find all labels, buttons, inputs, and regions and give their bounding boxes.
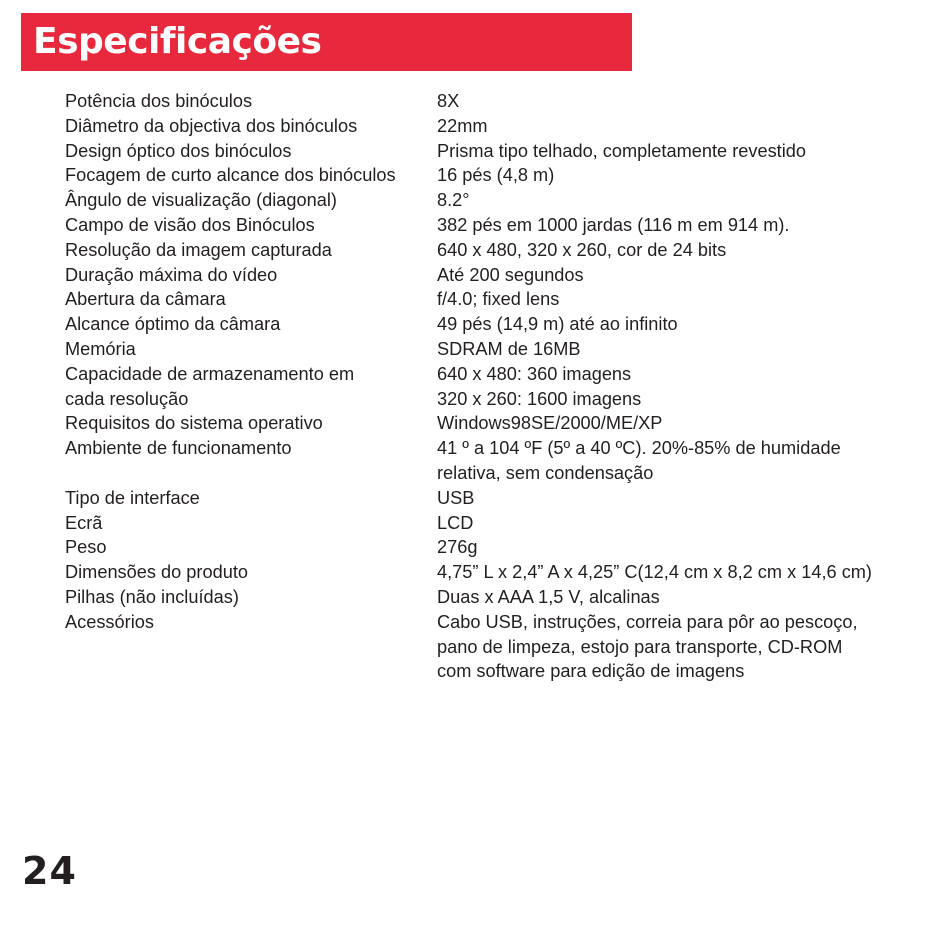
- spec-row: [65, 362, 935, 412]
- spec-row: [65, 411, 935, 436]
- spec-label: Requisitos do sistema operativo: [65, 413, 323, 434]
- spec-label: Dimensões do produto: [65, 562, 248, 583]
- spec-row: [65, 337, 935, 362]
- spec-label: Alcance óptimo da câmara: [65, 314, 281, 335]
- spec-row: [65, 188, 935, 213]
- spec-value: f/4.0; fixed lens: [437, 289, 560, 310]
- spec-value: Até 200 segundos: [437, 264, 584, 285]
- spec-label: Ambiente de funcionamento: [65, 438, 292, 459]
- spec-value: SDRAM de 16MB: [437, 338, 581, 359]
- spec-label: Tipo de interface: [65, 487, 200, 508]
- spec-value: Cabo USB, instruções, correia para pôr ao pescoço, pano de limpeza, estojo para transporte, CD-ROM com software para edição de imagens: [437, 611, 858, 682]
- title-banner: [21, 13, 632, 71]
- spec-row: [65, 287, 935, 312]
- spec-label: Ecrã: [65, 512, 103, 533]
- spec-row: [65, 238, 935, 263]
- spec-row: [65, 585, 935, 610]
- spec-row: [65, 89, 935, 114]
- spec-row: [65, 511, 935, 536]
- page-title: Especificações: [33, 21, 322, 62]
- spec-row: [65, 312, 935, 337]
- spec-row: [65, 213, 935, 238]
- spec-row: [65, 560, 935, 585]
- spec-row: [65, 139, 935, 164]
- spec-value: 16 pés (4,8 m): [437, 165, 555, 186]
- spec-label: Design óptico dos binóculos: [65, 140, 292, 161]
- spec-label: Potência dos binóculos: [65, 91, 253, 111]
- spec-value: 640 x 480: 360 imagens 320 x 260: 1600 imagens: [437, 363, 642, 409]
- spec-label: Peso: [65, 537, 107, 558]
- spec-label: Diâmetro da objectiva dos binóculos: [65, 115, 358, 136]
- spec-label: Capacidade de armazenamento em cada resolução: [65, 363, 355, 409]
- spec-label: Campo de visão dos Binóculos: [65, 214, 315, 235]
- spec-label: Resolução da imagem capturada: [65, 239, 332, 260]
- spec-value: 41 º a 104 ºF (5º a 40 ºC). 20%-85% de humidade relativa, sem condensação: [437, 438, 841, 483]
- spec-row: [65, 114, 935, 139]
- spec-row: [65, 610, 935, 684]
- spec-label: Focagem de curto alcance dos binóculos: [65, 165, 396, 186]
- spec-label: Duração máxima do vídeo: [65, 264, 278, 285]
- specifications-table: [65, 89, 935, 684]
- spec-value: 22mm: [437, 115, 488, 136]
- spec-value: 382 pés em 1000 jardas (116 m em 914 m).: [437, 214, 790, 235]
- spec-label: Pilhas (não incluídas): [65, 586, 239, 607]
- spec-value: 8.2°: [437, 190, 470, 211]
- spec-label: Acessórios: [65, 611, 154, 632]
- spec-row: [65, 163, 935, 188]
- spec-value: 640 x 480, 320 x 260, cor de 24 bits: [437, 239, 727, 260]
- spec-row: [65, 486, 935, 511]
- spec-label: Abertura da câmara: [65, 289, 226, 310]
- page-number: 24: [22, 849, 77, 893]
- spec-value: Duas x AAA 1,5 V, alcalinas: [437, 586, 660, 607]
- spec-row: [65, 436, 935, 486]
- spec-label: Ângulo de visualização (diagonal): [65, 190, 337, 211]
- spec-value: Prisma tipo telhado, completamente revestido: [437, 140, 806, 161]
- spec-label: Memória: [65, 338, 136, 359]
- spec-value: 49 pés (14,9 m) até ao infinito: [437, 314, 678, 335]
- spec-value: 276g: [437, 537, 478, 558]
- spec-value: LCD: [437, 512, 474, 533]
- spec-value: Windows98SE/2000/ME/XP: [437, 413, 663, 434]
- spec-value: 4,75” L x 2,4” A x 4,25” C(12,4 cm x 8,2 cm x 14,6 cm): [437, 562, 872, 583]
- spec-value: USB: [437, 487, 475, 508]
- spec-row: [65, 263, 935, 288]
- spec-value: 8X: [437, 91, 460, 111]
- spec-row: [65, 535, 935, 560]
